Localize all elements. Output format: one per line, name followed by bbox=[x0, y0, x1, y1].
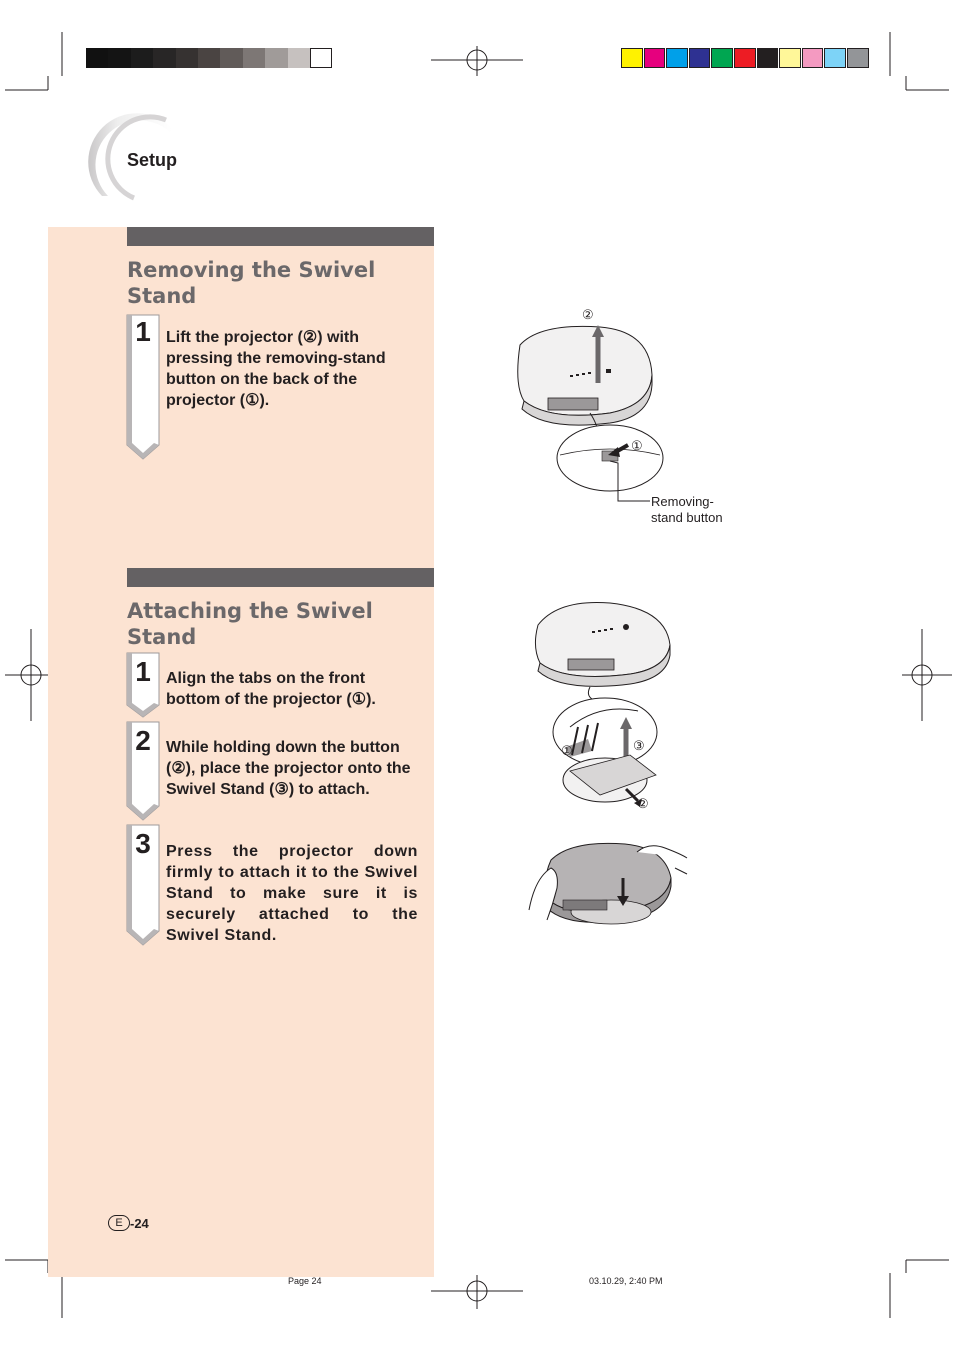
gray-swatch bbox=[108, 48, 130, 68]
projector-lift-illustration bbox=[510, 305, 670, 495]
removing-stand-button-label: Removing-stand button bbox=[651, 494, 723, 525]
color-swatch bbox=[644, 48, 666, 68]
gray-swatch bbox=[153, 48, 175, 68]
registration-mark-bottom bbox=[431, 1275, 523, 1309]
gray-swatch bbox=[310, 48, 332, 68]
callout-3-attaching: ③ bbox=[633, 738, 645, 753]
color-swatch bbox=[824, 48, 846, 68]
page-number bbox=[108, 1215, 149, 1231]
section-title-removing: Removing the Swivel Stand bbox=[127, 258, 376, 308]
step-number-attaching-1: 1 bbox=[135, 656, 151, 687]
registration-mark-top bbox=[431, 46, 523, 76]
color-swatch bbox=[666, 48, 688, 68]
gray-swatch bbox=[198, 48, 220, 68]
gray-swatch bbox=[131, 48, 153, 68]
callout-2-attaching: ② bbox=[637, 796, 649, 811]
section-bar-attaching bbox=[127, 568, 434, 587]
print-page-label: Page 24 bbox=[288, 1276, 322, 1286]
gray-swatch bbox=[220, 48, 242, 68]
gray-swatch bbox=[86, 48, 108, 68]
page-number-text: -24 bbox=[130, 1215, 149, 1231]
color-swatch bbox=[734, 48, 756, 68]
step-text-attaching-1: Align the tabs on the front bottom of the projector (①). bbox=[166, 670, 376, 708]
color-swatch bbox=[779, 48, 801, 68]
callout-1-attaching: ① bbox=[561, 743, 573, 758]
color-swatch bbox=[802, 48, 824, 68]
step-text-removing-1: Lift the projector (②) with pressing the removing-stand button on the back of the projector (①). bbox=[166, 329, 386, 409]
color-swatch bbox=[757, 48, 779, 68]
gray-swatch bbox=[265, 48, 287, 68]
print-timestamp: 03.10.29, 2:40 PM bbox=[589, 1276, 663, 1286]
step-number-removing-1: 1 bbox=[135, 316, 151, 347]
color-swatch bbox=[711, 48, 733, 68]
gray-swatch bbox=[243, 48, 265, 68]
step-number-attaching-2: 2 bbox=[135, 725, 151, 756]
projector-attach-illustration bbox=[530, 595, 680, 815]
color-swatch bbox=[621, 48, 643, 68]
callout-2-removing: ② bbox=[582, 307, 594, 322]
color-swatch bbox=[689, 48, 711, 68]
section-bar-removing bbox=[127, 227, 434, 246]
section-title-attaching: Attaching the Swivel Stand bbox=[127, 599, 373, 649]
gray-swatch bbox=[288, 48, 310, 68]
projector-press-illustration bbox=[525, 838, 695, 938]
step-number-attaching-3: 3 bbox=[135, 828, 151, 859]
step-text-attaching-3: Press the projector down firmly to attach it to the Swivel Stand to make sure it is securely attached to the Swivel Stand. bbox=[166, 843, 418, 944]
section-label: Setup bbox=[127, 150, 178, 170]
step-text-attaching-2: While holding down the button (②), place the projector onto the Swivel Stand (③) to attach. bbox=[166, 739, 411, 798]
callout-1-removing: ① bbox=[631, 438, 643, 453]
color-swatch bbox=[847, 48, 869, 68]
registration-mark-right bbox=[902, 629, 952, 721]
page-badge: E bbox=[108, 1215, 130, 1231]
gray-swatch bbox=[176, 48, 198, 68]
